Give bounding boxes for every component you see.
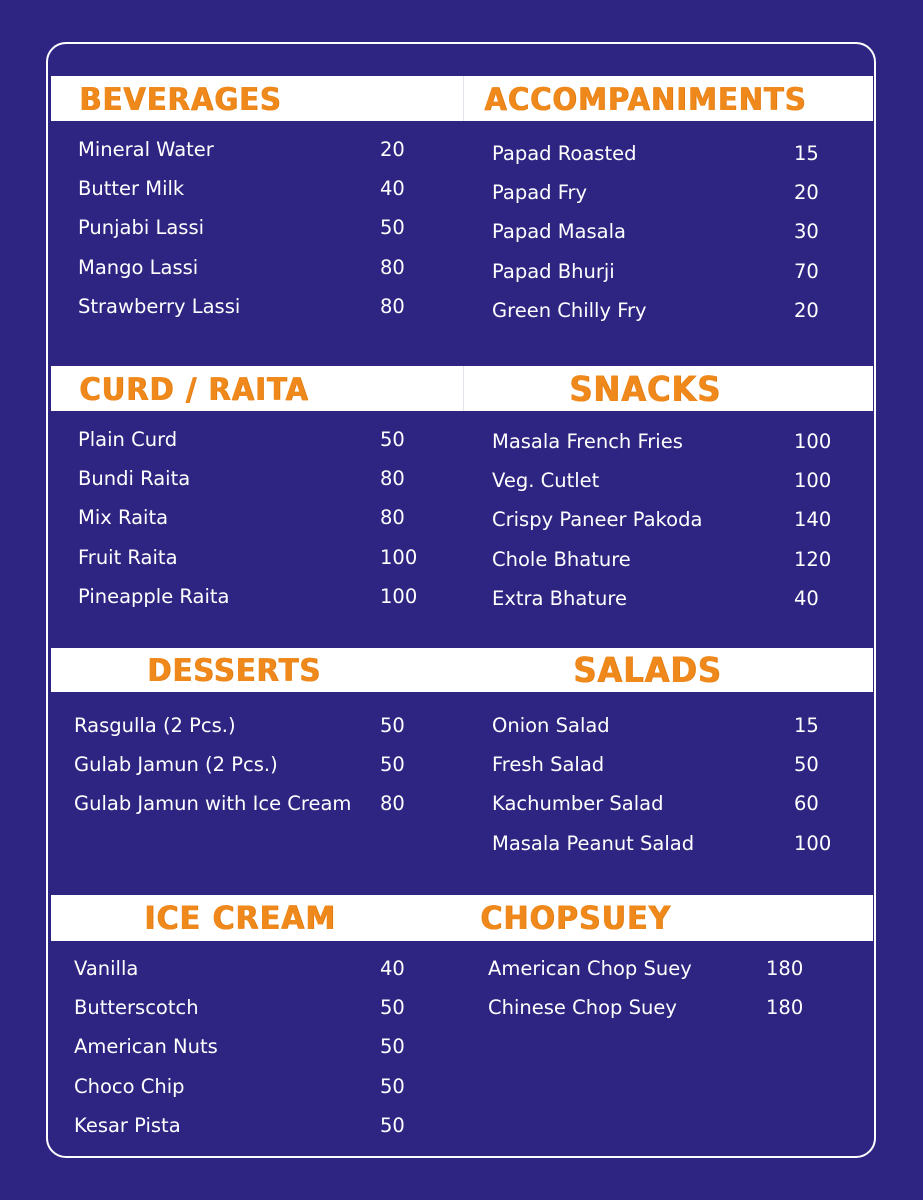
section-title-salads: SALADS (573, 649, 722, 691)
item-price: 180 (766, 996, 804, 1019)
item-price: 80 (380, 467, 405, 490)
item-name: Plain Curd (78, 428, 178, 451)
item-name: Veg. Cutlet (492, 469, 600, 492)
item-name: Green Chilly Fry (492, 299, 647, 322)
item-price: 100 (794, 469, 832, 492)
item-name: Gulab Jamun (2 Pcs.) (74, 753, 278, 776)
item-price: 80 (380, 256, 405, 279)
item-price: 50 (380, 996, 405, 1019)
item-price: 180 (766, 957, 804, 980)
section-title-beverages: BEVERAGES (79, 80, 282, 117)
item-name: American Nuts (74, 1035, 218, 1058)
item-name: Papad Fry (492, 181, 588, 204)
item-price: 50 (380, 1035, 405, 1058)
item-name: Crispy Paneer Pakoda (492, 508, 703, 531)
band-divider (463, 76, 464, 121)
section-title-curd-raita: CURD / RAITA (79, 370, 309, 407)
section-title-ice-cream: ICE CREAM (144, 899, 336, 937)
item-name: Fresh Salad (492, 753, 605, 776)
section-title-accompaniments: ACCOMPANIMENTS (484, 80, 807, 117)
header-band-1 (51, 76, 873, 121)
item-name: Fruit Raita (78, 546, 178, 569)
item-price: 120 (794, 548, 832, 571)
item-name: Masala Peanut Salad (492, 832, 695, 855)
item-name: Butter Milk (78, 177, 185, 200)
item-price: 20 (794, 299, 819, 322)
item-price: 50 (380, 1114, 405, 1137)
item-name: Masala French Fries (492, 430, 683, 453)
item-price: 80 (380, 295, 405, 318)
item-price: 15 (794, 142, 819, 165)
item-name: Mineral Water (78, 138, 214, 161)
header-band-4 (51, 895, 873, 941)
item-name: Kachumber Salad (492, 792, 664, 815)
item-price: 15 (794, 714, 819, 737)
item-price: 40 (794, 587, 819, 610)
item-name: Rasgulla (2 Pcs.) (74, 714, 236, 737)
item-price: 70 (794, 260, 819, 283)
item-name: Chinese Chop Suey (488, 996, 677, 1019)
item-price: 50 (380, 753, 405, 776)
item-name: Butterscotch (74, 996, 199, 1019)
band-divider (463, 366, 464, 411)
item-price: 100 (380, 585, 418, 608)
item-name: Mango Lassi (78, 256, 199, 279)
item-price: 100 (794, 832, 832, 855)
item-price: 20 (380, 138, 405, 161)
header-band-3 (51, 648, 873, 692)
item-price: 50 (794, 753, 819, 776)
item-name: Papad Masala (492, 220, 626, 243)
item-price: 80 (380, 792, 405, 815)
item-name: Papad Bhurji (492, 260, 615, 283)
item-name: Extra Bhature (492, 587, 627, 610)
menu-frame (46, 42, 876, 1158)
item-price: 50 (380, 216, 405, 239)
item-price: 30 (794, 220, 819, 243)
item-price: 50 (380, 1075, 405, 1098)
section-title-desserts: DESSERTS (147, 651, 321, 689)
item-name: Bundi Raita (78, 467, 191, 490)
item-name: Gulab Jamun with Ice Cream (74, 792, 352, 815)
item-price: 100 (794, 430, 832, 453)
item-price: 60 (794, 792, 819, 815)
item-name: Punjabi Lassi (78, 216, 205, 239)
item-name: Mix Raita (78, 506, 169, 529)
item-name: Kesar Pista (74, 1114, 181, 1137)
header-band-2 (51, 366, 873, 411)
section-title-snacks: SNACKS (569, 367, 721, 410)
item-name: Choco Chip (74, 1075, 185, 1098)
item-price: 40 (380, 957, 405, 980)
item-name: American Chop Suey (488, 957, 692, 980)
item-price: 40 (380, 177, 405, 200)
item-name: Onion Salad (492, 714, 610, 737)
item-price: 50 (380, 714, 405, 737)
item-name: Vanilla (74, 957, 139, 980)
item-price: 20 (794, 181, 819, 204)
section-title-chopsuey: CHOPSUEY (480, 899, 671, 937)
item-price: 100 (380, 546, 418, 569)
item-name: Pineapple Raita (78, 585, 230, 608)
item-price: 80 (380, 506, 405, 529)
item-price: 140 (794, 508, 832, 531)
item-name: Chole Bhature (492, 548, 631, 571)
item-name: Papad Roasted (492, 142, 637, 165)
item-price: 50 (380, 428, 405, 451)
item-name: Strawberry Lassi (78, 295, 241, 318)
